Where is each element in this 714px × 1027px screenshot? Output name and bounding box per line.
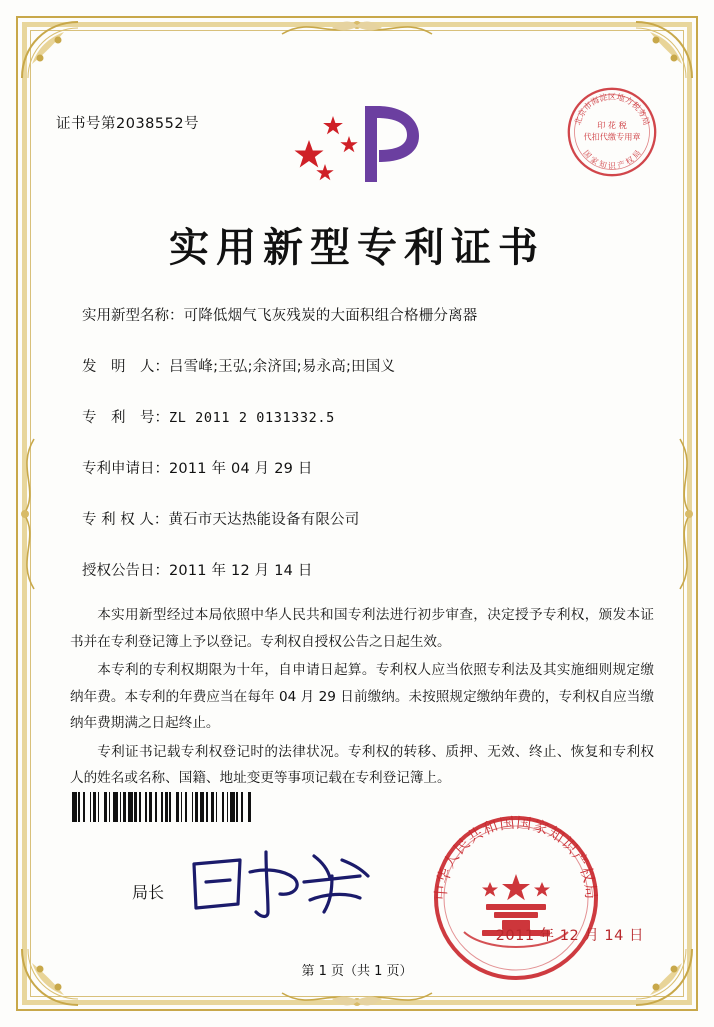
field-label: 授权公告日： [82, 563, 169, 579]
sipo-emblem-icon [287, 100, 427, 186]
svg-text:代扣代缴专用章: 代扣代缴专用章 [583, 131, 641, 142]
field-row-name [82, 304, 652, 325]
field-label: 实用新型名称： [82, 308, 184, 324]
field-value: 2011 年 12 月 14 日 [169, 563, 313, 579]
page-title: 实用新型专利证书 [169, 225, 545, 271]
certificate-content [42, 42, 672, 985]
field-value: 吕雪峰;王弘;余济囯;易永高;田国义 [169, 359, 396, 375]
field-label: 专利申请日： [82, 461, 169, 477]
field-row-grant-date [82, 559, 652, 580]
field-value: 黄石市天达热能设备有限公司 [168, 512, 360, 528]
barcode [72, 792, 322, 822]
certificate-number: 证书号第2038552号 [56, 116, 200, 132]
issue-date-stamp: 2011 年 12 月 14 日 [495, 928, 644, 944]
field-row-patent-number [82, 406, 652, 427]
legal-paragraph: 本实用新型经过本局依照中华人民共和国专利法进行初步审查，决定授予专利权，颁发本证书并在专利登记簿上予以登记。专利权自授权公告之日起生效。 [70, 607, 654, 650]
field-label: 发 明 人： [82, 359, 169, 375]
field-row-inventors [82, 355, 652, 376]
tax-stamp-seal [564, 84, 660, 180]
legal-text-block [70, 602, 654, 794]
legal-paragraph: 专利证书记载专利权登记时的法律状况。专利权的转移、质押、无效、终止、恢复和专利权人的姓名或名称、国籍、地址变更等事项记载在专利登记簿上。 [70, 743, 654, 786]
official-seal [430, 812, 602, 984]
field-label: 专 利 权 人： [82, 512, 169, 528]
svg-text:中华人民共和国国家知识产权局: 中华人民共和国国家知识产权局 [431, 813, 601, 901]
field-value: 2011 年 04 月 29 日 [169, 461, 313, 477]
field-value: ZL 2011 2 0131332.5 [169, 410, 335, 426]
field-row-patentee [82, 508, 652, 529]
field-row-application-date [82, 457, 652, 478]
field-label: 专 利 号： [82, 410, 169, 426]
svg-text:印 花 税: 印 花 税 [597, 120, 627, 131]
svg-text:国 家 知 识 产 权 局: 国 家 知 识 产 权 局 [581, 148, 643, 171]
svg-text:北京市海淀区地方税务局: 北京市海淀区地方税务局 [572, 91, 652, 127]
legal-paragraph: 本专利的专利权期限为十年，自申请日起算。专利权人应当依照专利法及其实施细则规定缴纳年费。本专利的年费应当在每年 04 月 29 日前缴纳。未按照规定缴纳年费的，专利权自应当缴纳年费期满之日起终止。 [70, 662, 654, 731]
director-label: 局长 [132, 883, 165, 902]
field-list [82, 304, 652, 610]
field-value: 可降低烟气飞灰残炭的大面积组合格栅分离器 [183, 308, 478, 324]
page-footer: 第 1 页（共 1 页） [301, 964, 413, 979]
handwritten-signature-icon [182, 842, 382, 922]
